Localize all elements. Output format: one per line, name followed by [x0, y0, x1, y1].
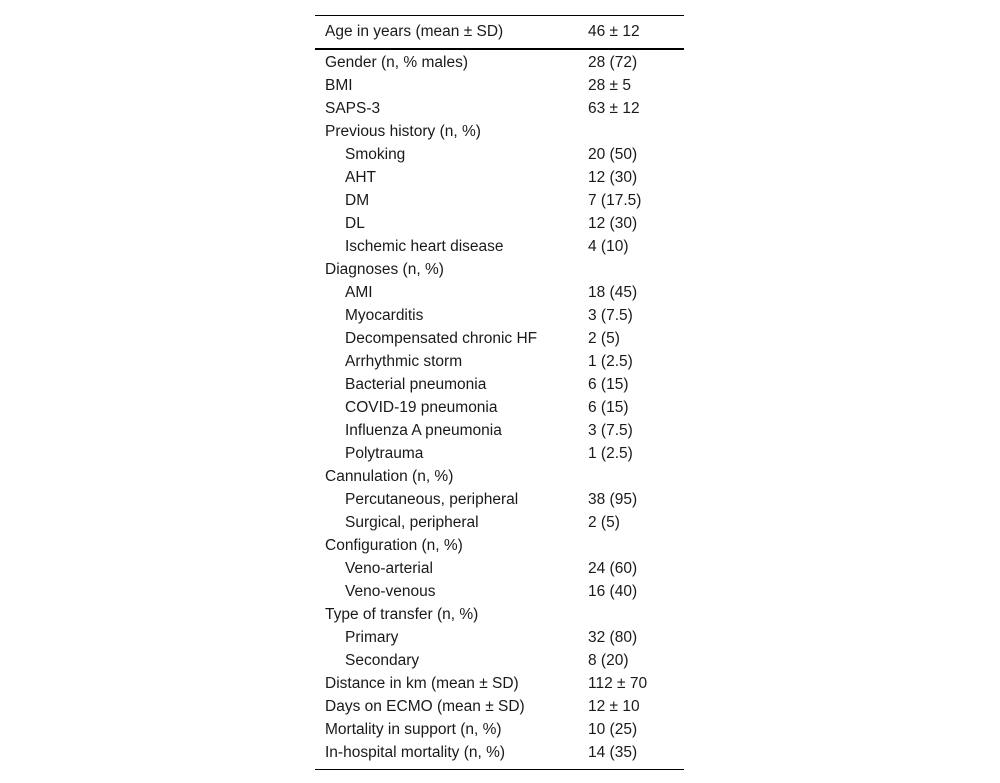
row-label: Type of transfer (n, %)	[325, 606, 479, 623]
characteristics-table	[315, 15, 684, 770]
table-row	[315, 258, 684, 281]
row-label: Distance in km (mean ± SD)	[325, 675, 519, 692]
row-value: 63 ± 12	[588, 100, 640, 117]
table-row	[315, 511, 684, 534]
row-label: COVID-19 pneumonia	[345, 399, 498, 416]
row-value: 12 ± 10	[588, 698, 640, 715]
row-label: Mortality in support (n, %)	[325, 721, 502, 738]
table-row	[315, 557, 684, 580]
header-label: Age in years (mean ± SD)	[325, 23, 504, 40]
row-label: AHT	[345, 169, 376, 186]
row-value: 1 (2.5)	[588, 353, 633, 370]
row-value: 112 ± 70	[588, 675, 648, 692]
table-row	[315, 97, 684, 120]
row-label: AMI	[345, 284, 373, 301]
table-row	[315, 626, 684, 649]
row-value: 38 (95)	[588, 491, 638, 508]
table-row	[315, 741, 684, 764]
table-row	[315, 235, 684, 258]
row-label: Diagnoses (n, %)	[325, 261, 444, 278]
row-value: 14 (35)	[588, 744, 638, 761]
table-row	[315, 465, 684, 488]
table-row	[315, 143, 684, 166]
row-value: 1 (2.5)	[588, 445, 633, 462]
table-row	[315, 327, 684, 350]
row-label: DM	[345, 192, 370, 209]
row-value: 4 (10)	[588, 238, 629, 255]
row-label: Smoking	[345, 146, 406, 163]
table-row	[315, 672, 684, 695]
row-value: 28 (72)	[588, 54, 638, 71]
row-value: 7 (17.5)	[588, 192, 642, 209]
table-row	[315, 51, 684, 74]
table-row	[315, 603, 684, 626]
table-row	[315, 580, 684, 603]
table-row	[315, 396, 684, 419]
row-label: Surgical, peripheral	[345, 514, 479, 531]
row-label: Decompensated chronic HF	[345, 330, 538, 347]
row-value: 16 (40)	[588, 583, 638, 600]
table-row	[315, 304, 684, 327]
table-row	[315, 442, 684, 465]
row-value: 18 (45)	[588, 284, 638, 301]
row-label: Polytrauma	[345, 445, 424, 462]
row-label: DL	[345, 215, 365, 232]
row-label: Arrhythmic storm	[345, 353, 463, 370]
row-value: 28 ± 5	[588, 77, 631, 94]
row-label: Veno-arterial	[345, 560, 433, 577]
row-label: Previous history (n, %)	[325, 123, 481, 140]
row-value: 3 (7.5)	[588, 422, 633, 439]
row-value: 12 (30)	[588, 169, 638, 186]
row-label: Percutaneous, peripheral	[345, 491, 519, 508]
row-label: Secondary	[345, 652, 420, 669]
row-label: Days on ECMO (mean ± SD)	[325, 698, 525, 715]
row-value: 2 (5)	[588, 330, 620, 347]
table-body	[315, 50, 684, 770]
row-value: 8 (20)	[588, 652, 629, 669]
table-row	[315, 120, 684, 143]
row-label: Influenza A pneumonia	[345, 422, 502, 439]
table-row	[315, 74, 684, 97]
table-row	[315, 534, 684, 557]
row-value: 3 (7.5)	[588, 307, 633, 324]
table-row	[315, 212, 684, 235]
table-row	[315, 419, 684, 442]
table-row	[315, 189, 684, 212]
row-value: 12 (30)	[588, 215, 638, 232]
row-label: Gender (n, % males)	[325, 54, 468, 71]
table-row	[315, 350, 684, 373]
table-row	[315, 488, 684, 511]
row-label: Myocarditis	[345, 307, 424, 324]
table-row	[315, 718, 684, 741]
row-value: 20 (50)	[588, 146, 638, 163]
row-label: BMI	[325, 77, 353, 94]
row-label: Cannulation (n, %)	[325, 468, 454, 485]
row-label: Bacterial pneumonia	[345, 376, 487, 393]
table-header-row	[315, 15, 684, 50]
row-label: Ischemic heart disease	[345, 238, 504, 255]
table-row	[315, 695, 684, 718]
table-row	[315, 649, 684, 672]
row-value: 10 (25)	[588, 721, 638, 738]
table-row	[315, 166, 684, 189]
table-row	[315, 281, 684, 304]
row-value: 24 (60)	[588, 560, 638, 577]
header-value: 46 ± 12	[588, 23, 640, 40]
row-value: 6 (15)	[588, 376, 629, 393]
table-row	[315, 373, 684, 396]
row-value: 32 (80)	[588, 629, 638, 646]
row-value: 2 (5)	[588, 514, 620, 531]
row-value: 6 (15)	[588, 399, 629, 416]
row-label: In-hospital mortality (n, %)	[325, 744, 506, 761]
row-label: Configuration (n, %)	[325, 537, 463, 554]
row-label: Veno-venous	[345, 583, 436, 600]
row-label: Primary	[345, 629, 399, 646]
row-label: SAPS-3	[325, 100, 381, 117]
